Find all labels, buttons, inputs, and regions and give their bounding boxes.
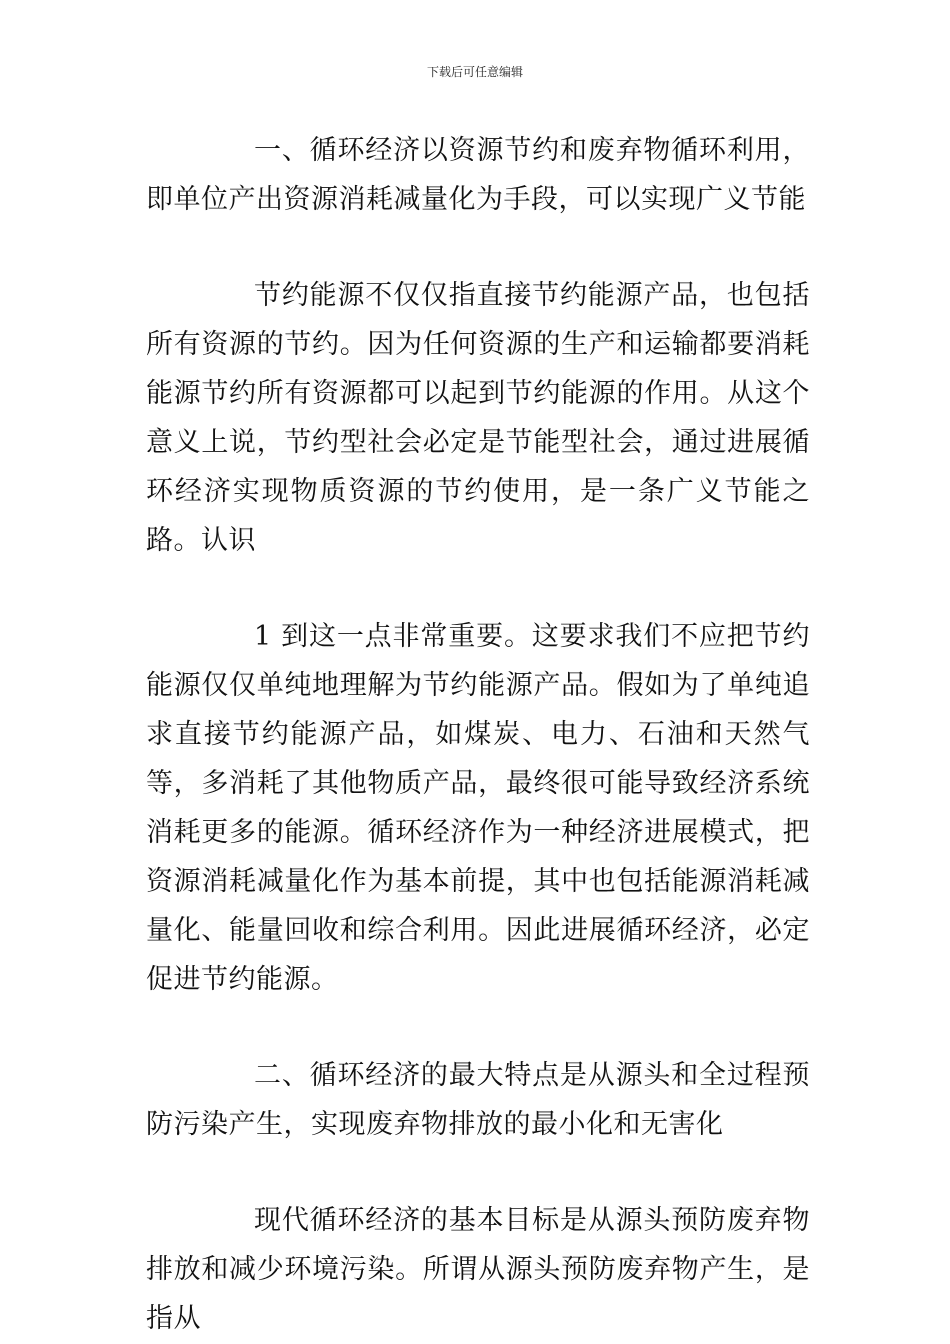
page-header: 下载后可任意编辑 (426, 65, 523, 79)
document-body (146, 126, 810, 1343)
body-paragraph-2: 1 到这一点非常重要。这要求我们不应把节约能源仅仅单纯地理解为节约能源产品。假如为了单纯追求直接节约能源产品，如煤炭、电力、石油和天然气等，多消耗了其他物质产品，最终很可能导致经济系统消耗更多的能源。循环经济作为一种经济进展模式，把资源消耗减量化作为基本前提，其中也包括能源消耗减量化、能量回收和综合利用。因此进展循环经济，必定促进节约能源。 (146, 621, 810, 995)
body-paragraph-1: 节约能源不仅仅指直接节约能源产品，也包括所有资源的节约。因为任何资源的生产和运输都要消耗能源节约所有资源都可以起到节约能源的作用。从这个意义上说，节约型社会必定是节能型社会，通过进展循环经济实现物质资源的节约使用，是一条广义节能之路。认识 (146, 280, 810, 556)
section-heading-2: 二、循环经济的最大特点是从源头和全过程预防污染产生，实现废弃物排放的最小化和无害化 (146, 1060, 810, 1140)
body-paragraph-3: 现代循环经济的基本目标是从源头预防废弃物排放和减少环境污染。所谓从源头预防废弃物产生，是指从 (146, 1205, 810, 1334)
section-heading-1: 一、循环经济以资源节约和废弃物循环利用，即单位产出资源消耗减量化为手段，可以实现广义节能 (146, 135, 810, 215)
